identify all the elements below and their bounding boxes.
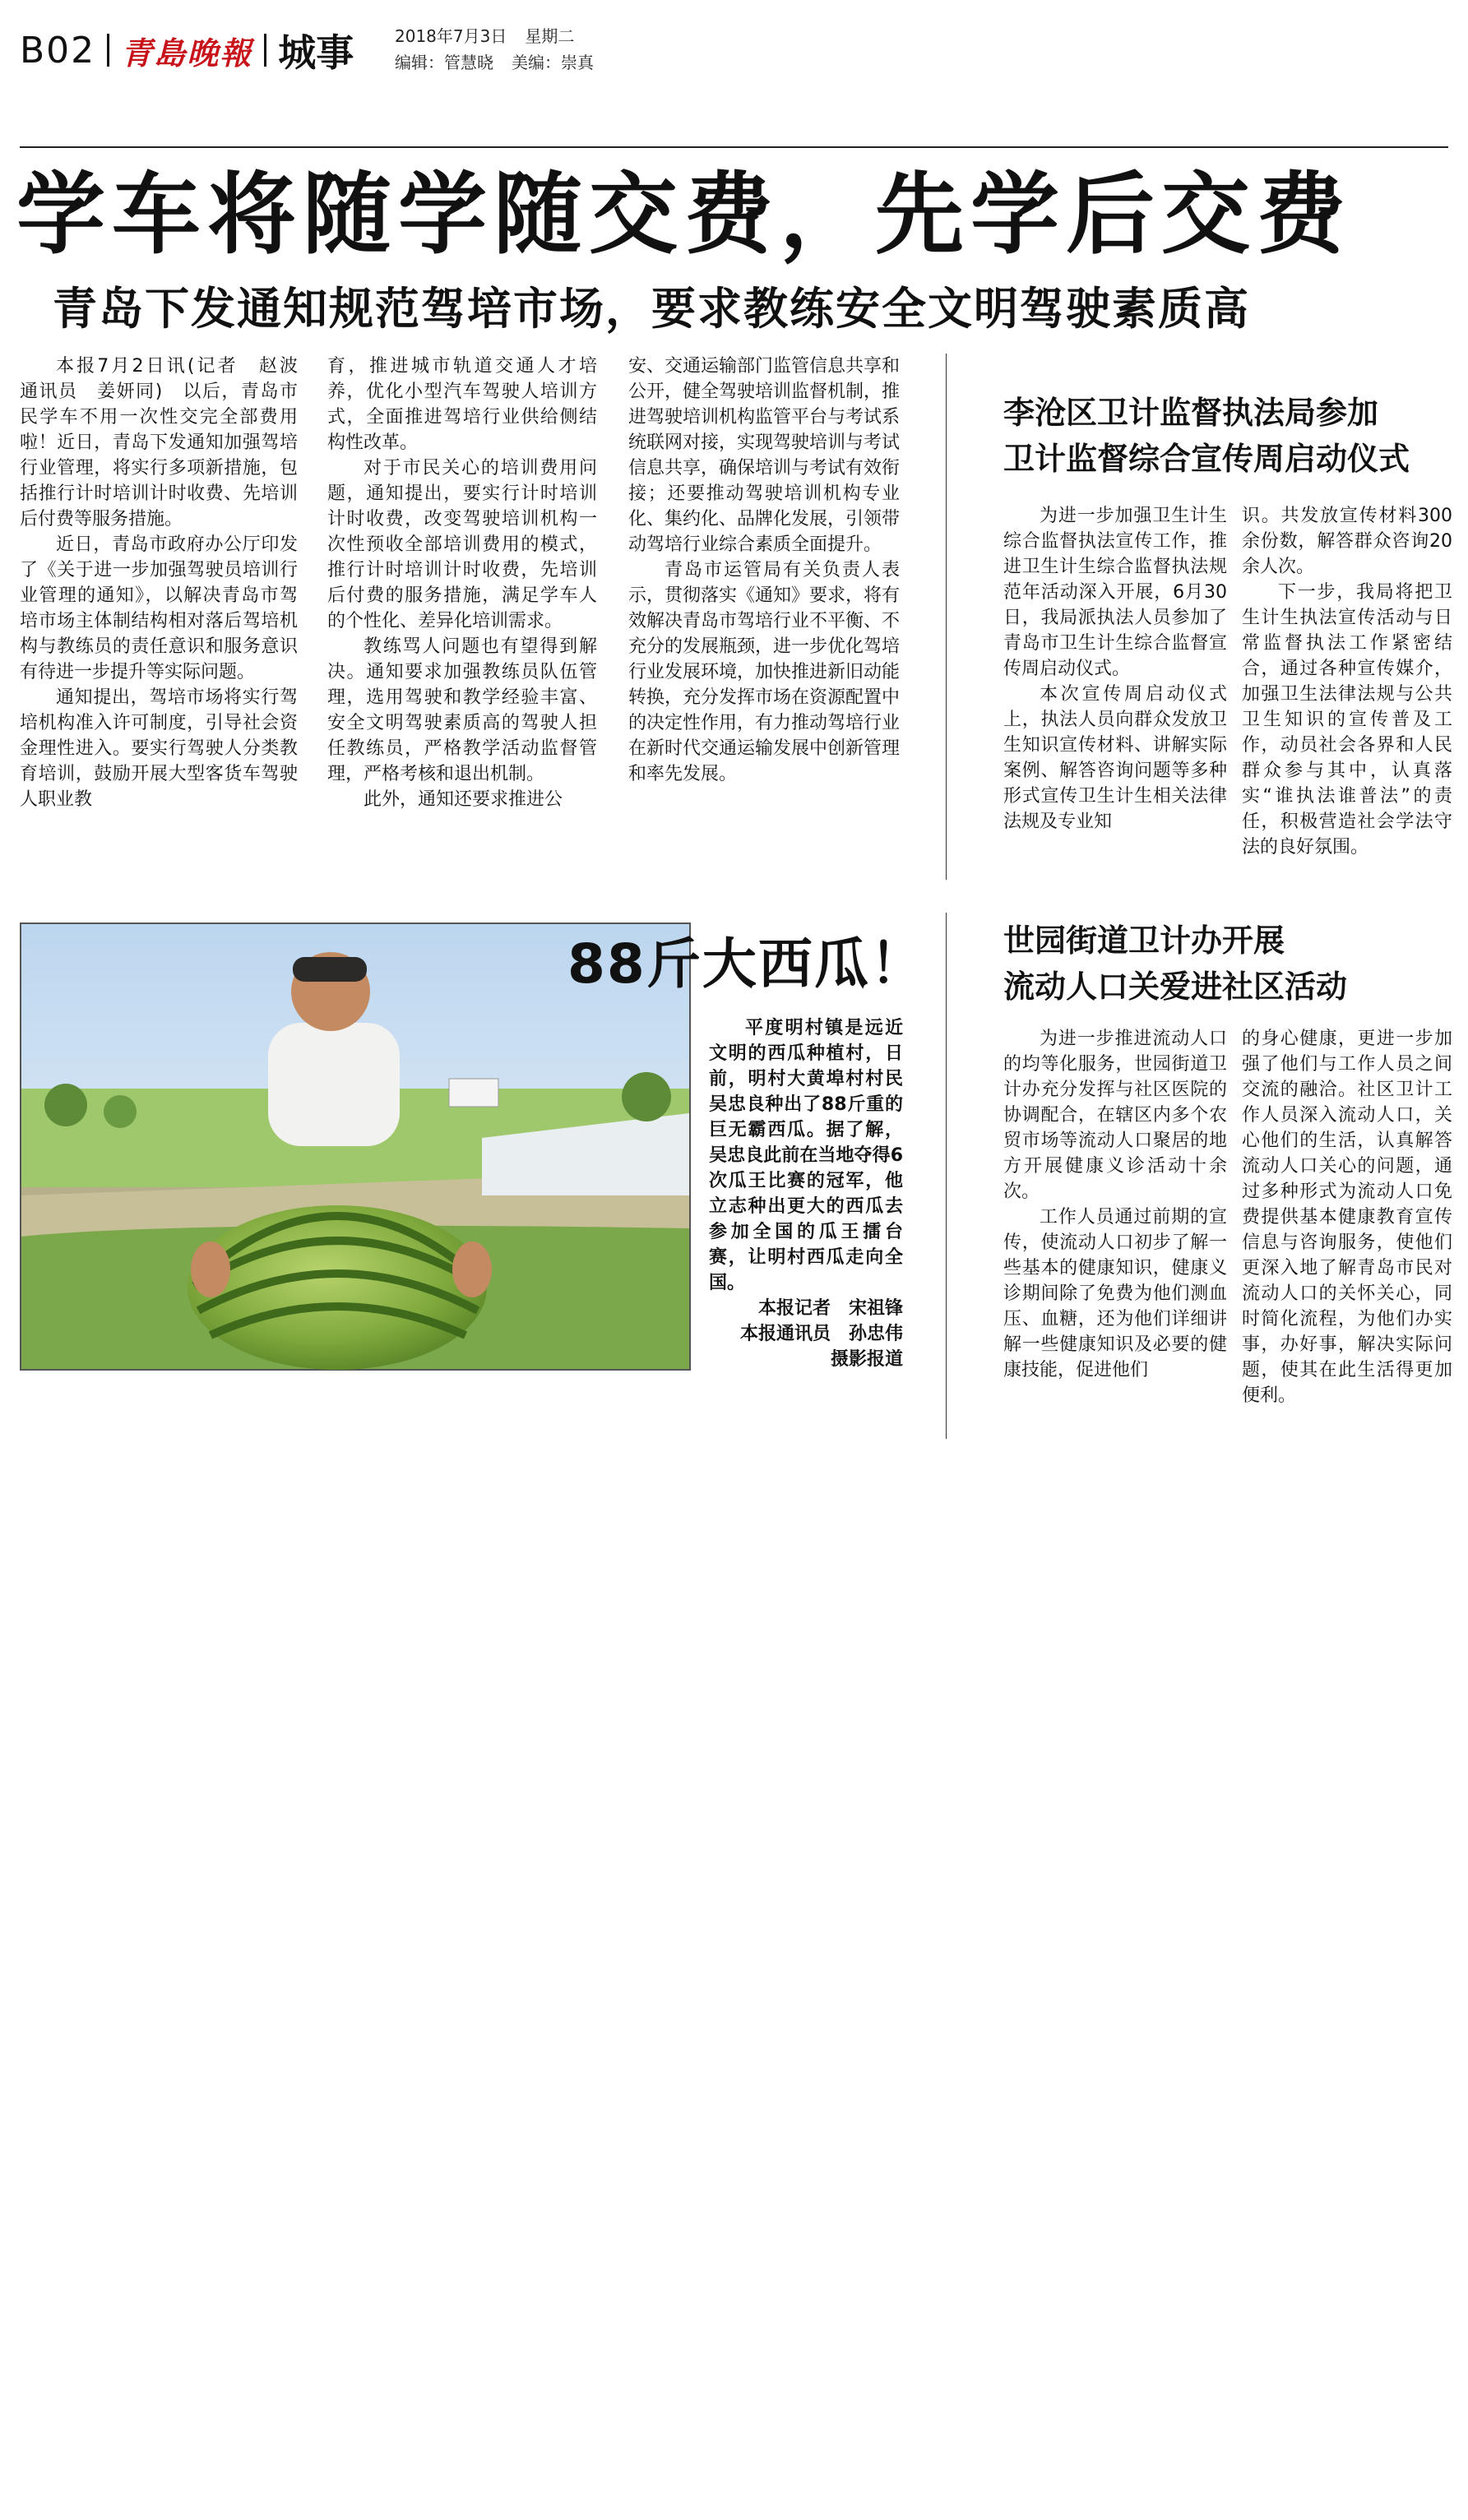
- masthead: [20, 21, 354, 79]
- story2-headline: [1003, 390, 1410, 482]
- issue-meta: [395, 23, 612, 76]
- paragraph: 本报7月2日讯(记者 赵波 通讯员 姜妍同) 以后，青岛市民学车不用一次性交完全部费用啦！近日，青岛下发通知加强驾培行业管理，将实行多项新措施，包括推行计时培训计时收费、先培训后付费等服务措施。: [20, 356, 317, 529]
- story3-column-2: [1242, 1026, 1452, 1421]
- paragraph: 青岛市运管局有关负责人表示，贯彻落实《通知》要求，将有效解决青岛市驾培行业不平衡、不充分的发展瓶颈，进一步优化驾培行业发展环境，加快推进新旧动能转换，充分发挥市场在资源配置中的决定性作用，有力推动驾培行业在新时代交通运输发展中创新管理和率先发展。: [628, 560, 901, 784]
- lead-column-3: [628, 354, 900, 847]
- column-divider: [946, 354, 947, 880]
- photo-credit: 摄影报道: [830, 1349, 903, 1370]
- issue-weekday: 星期二: [525, 26, 575, 46]
- lead-column-1: [20, 354, 317, 863]
- headline-line: 卫计监督综合宣传周启动仪式: [1003, 441, 1410, 477]
- lead-subheadline: 青岛下发通知规范驾培市场，要求教练安全文明驾驶素质高: [53, 283, 1250, 335]
- headline-line: 李沧区卫计监督执法局参加: [1003, 395, 1379, 431]
- headline-line: 流动人口关爱进社区活动: [1003, 969, 1348, 1005]
- paragraph: 通知提出，驾培市场将实行驾培机构准入许可制度，引导社会资金理性进入。要实行驾驶人分类教育培训，鼓励开展大型客货车驾驶人职业教: [20, 687, 298, 810]
- story3-column-1: [1003, 1026, 1227, 1421]
- masthead-divider: [107, 34, 109, 67]
- paragraph: 本次宣传周启动仪式上，执法人员向群众发放卫生知识宣传材料、讲解实际案例、解答咨询问题等多种形式宣传卫生计生相关法律法规及专业知: [1003, 684, 1227, 832]
- paragraph: 安、交通运输部门监管信息共享和公开，健全驾驶培训监督机制，推进驾驶培训机构监管平台与考试系统联网对接，实现驾驶培训与考试信息共享，确保培训与考试有效衔接；还要推动驾驶培训机构专业化、集约化、品牌化发展，引领带动驾培行业综合素质全面提升。: [628, 356, 901, 555]
- paragraph: 识。共发放宣传材料300余份数，解答群众咨询20余人次。: [1242, 506, 1452, 577]
- photo-caption: [709, 1015, 903, 1372]
- editor: 编辑：管慧晓: [395, 53, 493, 72]
- story2-column-2: [1242, 503, 1452, 881]
- story3-headline: [1003, 918, 1347, 1010]
- paragraph: 为进一步加强卫生计生综合监督执法宣传工作，推进卫生计生综合监督执法规范年活动深入开展，6月30日，我局派执法人员参加了青岛市卫生计生综合监督宣传周启动仪式。: [1003, 506, 1227, 679]
- issue-date: 2018年7月3日: [395, 26, 507, 46]
- caption-text: 平度明村镇是远近文明的西瓜种植村，日前，明村大黄埠村村民吴忠良种出了88斤重的巨无霸西瓜。据了解，吴忠良此前在当地夺得6次瓜王比赛的冠军，他立志种出更大的西瓜去参加全国的瓜王擂台赛，让明村西瓜走向全国。: [709, 1018, 903, 1293]
- paragraph: 育，推进城市轨道交通人才培养，优化小型汽车驾驶人培训方式，全面推进驾培行业供给侧结构性改革。: [327, 356, 597, 453]
- paragraph: 此外，通知还要求推进公: [364, 789, 563, 810]
- photo-credit: 本报记者 宋祖锋: [757, 1298, 903, 1319]
- photo-credit: 本报通讯员 孙忠伟: [739, 1324, 903, 1344]
- lead-column-2: [327, 354, 597, 863]
- lead-headline: 学车将随学随交费，先学后交费: [16, 164, 1353, 266]
- paragraph: 下一步，我局将把卫生计生执法宣传活动与日常监督执法工作紧密结合，通过各种宣传媒介，加强卫生法律法规与公共卫生知识的宣传普及工作，动员社会各界和人民群众参与其中，认真落实“谁执法谁普法”的责任，积极营造社会学法守法的良好氛围。: [1242, 582, 1452, 858]
- story2-column-1: [1003, 503, 1227, 881]
- header-rule: [20, 146, 1448, 148]
- paragraph: 为进一步推进流动人口的均等化服务，世园街道卫计办充分发挥与社区医院的协调配合，在辖区内多个农贸市场等流动人口聚居的地方开展健康义诊活动十余次。: [1003, 1029, 1227, 1202]
- page-code: B02: [20, 29, 96, 72]
- paragraph: 对于市民关心的培训费用问题，通知提出，要实行计时培训计时收费，改变驾驶培训机构一次性预收全部培训费用的模式，推行计时培训计时收费，先培训后付费的服务措施，满足学车人的个性化、差异化培训需求。: [327, 458, 597, 631]
- photo-title: 88斤大西瓜！: [567, 932, 926, 996]
- paragraph: 近日，青岛市政府办公厅印发了《关于进一步加强驾驶员培训行业管理的通知》，以解决青岛市驾培市场主体制结构相对落后驾培机构与教练员的责任意识和服务意识有待进一步提升等实际问题。: [20, 534, 298, 682]
- paragraph: 教练骂人问题也有望得到解决。通知要求加强教练员队伍管理，选用驾驶和教学经验丰富、安全文明驾驶素质高的驾驶人担任教练员，严格教学活动监督管理，严格考核和退出机制。: [327, 636, 597, 784]
- masthead-divider: [264, 34, 266, 67]
- designer: 美编：崇真: [512, 53, 594, 72]
- column-divider: [946, 913, 947, 1439]
- newspaper-logo: 青島晚報: [121, 34, 253, 72]
- paragraph: 的身心健康，更进一步加强了他们与工作人员之间交流的融洽。社区卫计工作人员深入流动人口，关心他们的生活，认真解答流动人口关心的问题，通过多种形式为流动人口免费提供基本健康教育宣传信息与咨询服务，使他们更深入地了解青岛市民对流动人口的关怀关心，同时简化流程，为他们办实事，办好事，解决实际问题，使其在此生活得更加便利。: [1242, 1029, 1452, 1406]
- paragraph: 工作人员通过前期的宣传，使流动人口初步了解一些基本的健康知识，健康义诊期间除了免费为他们测血压、血糖，还为他们详细讲解一些健康知识及必要的健康技能，促进他们: [1003, 1207, 1227, 1380]
- section-name: 城事: [278, 30, 354, 75]
- headline-line: 世园街道卫计办开展: [1003, 922, 1285, 959]
